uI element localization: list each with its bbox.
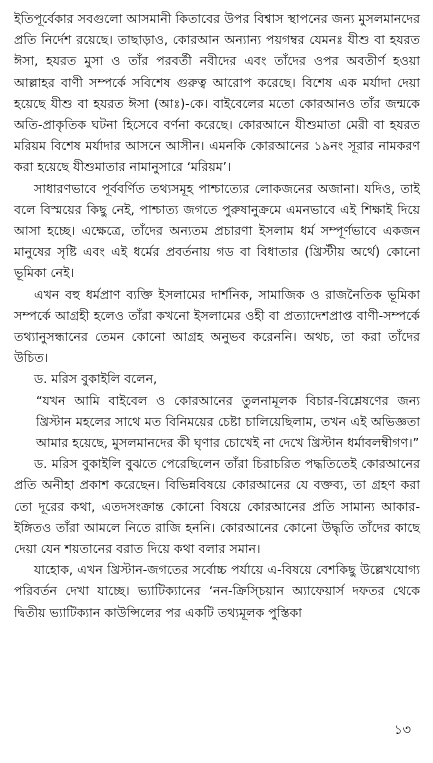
page-number: ১৩	[394, 723, 411, 738]
paragraph-scriptures: ইতিপূর্বেকার সবগুলো আসমানী কিতাবের উপর বিশ্বাস স্থাপনের জন্য মুসলমানদের প্রতি নির্দেশ রয়েছে। তাছাড়াও, কোরআন অন্যান্য পয়গম্বর যেমনঃ যীশু বা হযরত ঈসা, হযরত মুসা ও তাঁর পরবর্তী নবীদের এবং তাঁদের ওপর অবতীর্ণ হওয়া আল্লাহর বাণী সম্পর্কে সবিশেষ গুরুত্ব আরোপ করেছে। বিশেষ এক মর্যাদা দেয়া হয়েছে যীশু বা হযরত ঈসা (আঃ)-কে। বাইবেলের মতো কোরআনও তাঁর জন্মকে অতি-প্রাকৃতিক ঘটনা হিসেবে বর্ণনা করেছে। কোরআনে যীশুমাতা মেরী বা হযরত মরিয়ম বিশেষ মর্যাদার আসনে আসীন। এমনকি কোরআনের ১৯নং সূরার নামকরণ করা হয়েছে যীশুমাতার নামানুসারে ‘মরিয়ম’।	[14, 11, 420, 175]
paragraph-bucaille-understood: ড. মরিস বুকাইলি বুঝতে পেরেছিলেন তাঁরা চিরাচরিত পদ্ধতিতেই কোরআনের প্রতি অনীহা প্রকাশ করেছেন। বিভিন্নবিষয়ে কোরআনের যে বক্তব্য, তা গ্রহণ করা তো দূরের কথা, এতদসংক্রান্ত কোনো বিষয়ে কোরআনের প্রতি সামান্য আকার-ইঙ্গিতও তাঁরা আমলে নিতে রাজি হননি। কোরআনের কোনো উদ্ধৃতি তাঁদের কাছে দেয়া যেন শয়তানের বরাত দিয়ে কথা বলার সমান।	[14, 456, 420, 557]
paragraph-bucaille-says: ড. মরিস বুকাইলি বলেন,	[34, 371, 158, 387]
paragraph-western-ignorance: সাধারণভাবে পূর্ববর্ণিত তথ্যসমূহ পাশ্চাত্যের লোকজনের অজানা। যদিও, তাই বলে বিস্ময়ের কিছু নেই, পাশ্চাত্য জগতে পুরুষানুক্রমে এমনভাবে এই শিক্ষাই দিয়ে আসা হচ্ছে। এক্ষেত্রে, তাঁদের অন্যতম প্রচারণা ইসলাম ধর্ম সম্পূর্ণভাবে একজন মানুষের সৃষ্টি এবং এই ধর্মের প্রবর্তনায় গড বা বিধাতার (খ্রিস্টীয় অর্থে) কোনো ভূমিকা নেই।	[14, 180, 420, 281]
paragraph-religious-interest: এখন বহু ধর্মপ্রাণ ব্যক্তি ইসলামের দার্শনিক, সামাজিক ও রাজনৈতিক ভূমিকা সম্পর্কে আগ্রহী হলেও তাঁরা কখনো ইসলামের ওহী বা প্রত্যাদেশপ্রাপ্ত বাণী-সম্পর্কে তথ্যানুসন্ধানের তেমন কোনো আগ্রহ অনুভব করেননি। অথচ, তা করা তাঁদের উচিত।	[14, 286, 420, 366]
paragraph-quotation: “যখন আমি বাইবেল ও কোরআনের তুলনামূলক বিচার-বিশ্লেষণের জন্য খ্রিস্টান মহলের সাথে মত বিনিময়ের চেষ্টা চালিয়েছিলাম, তখন এই অভিজ্ঞতা আমার হয়েছে, মুসলমানদের কী ঘৃণার চোখেই না দেখে খ্রিস্টান ধর্মাবলম্বীগণ।”	[36, 392, 420, 451]
paragraph-vatican-change: যাহোক, এখন খ্রিস্টান-জগতের সর্বোচ্চ পর্যায়ে এ-বিষয়ে বেশকিছু উল্লেখযোগ্য পরিবর্তন দেখা যাচ্ছে। ভ্যাটিক্যানের ‘নন-ক্রিস্চিয়ান অ্যাফেয়ার্স দফতর থেকে দ্বিতীয় ভ্যাটিক্যান কাউন্সিলের পর একটি তথ্যমূলক পুস্তিকা	[14, 562, 420, 620]
